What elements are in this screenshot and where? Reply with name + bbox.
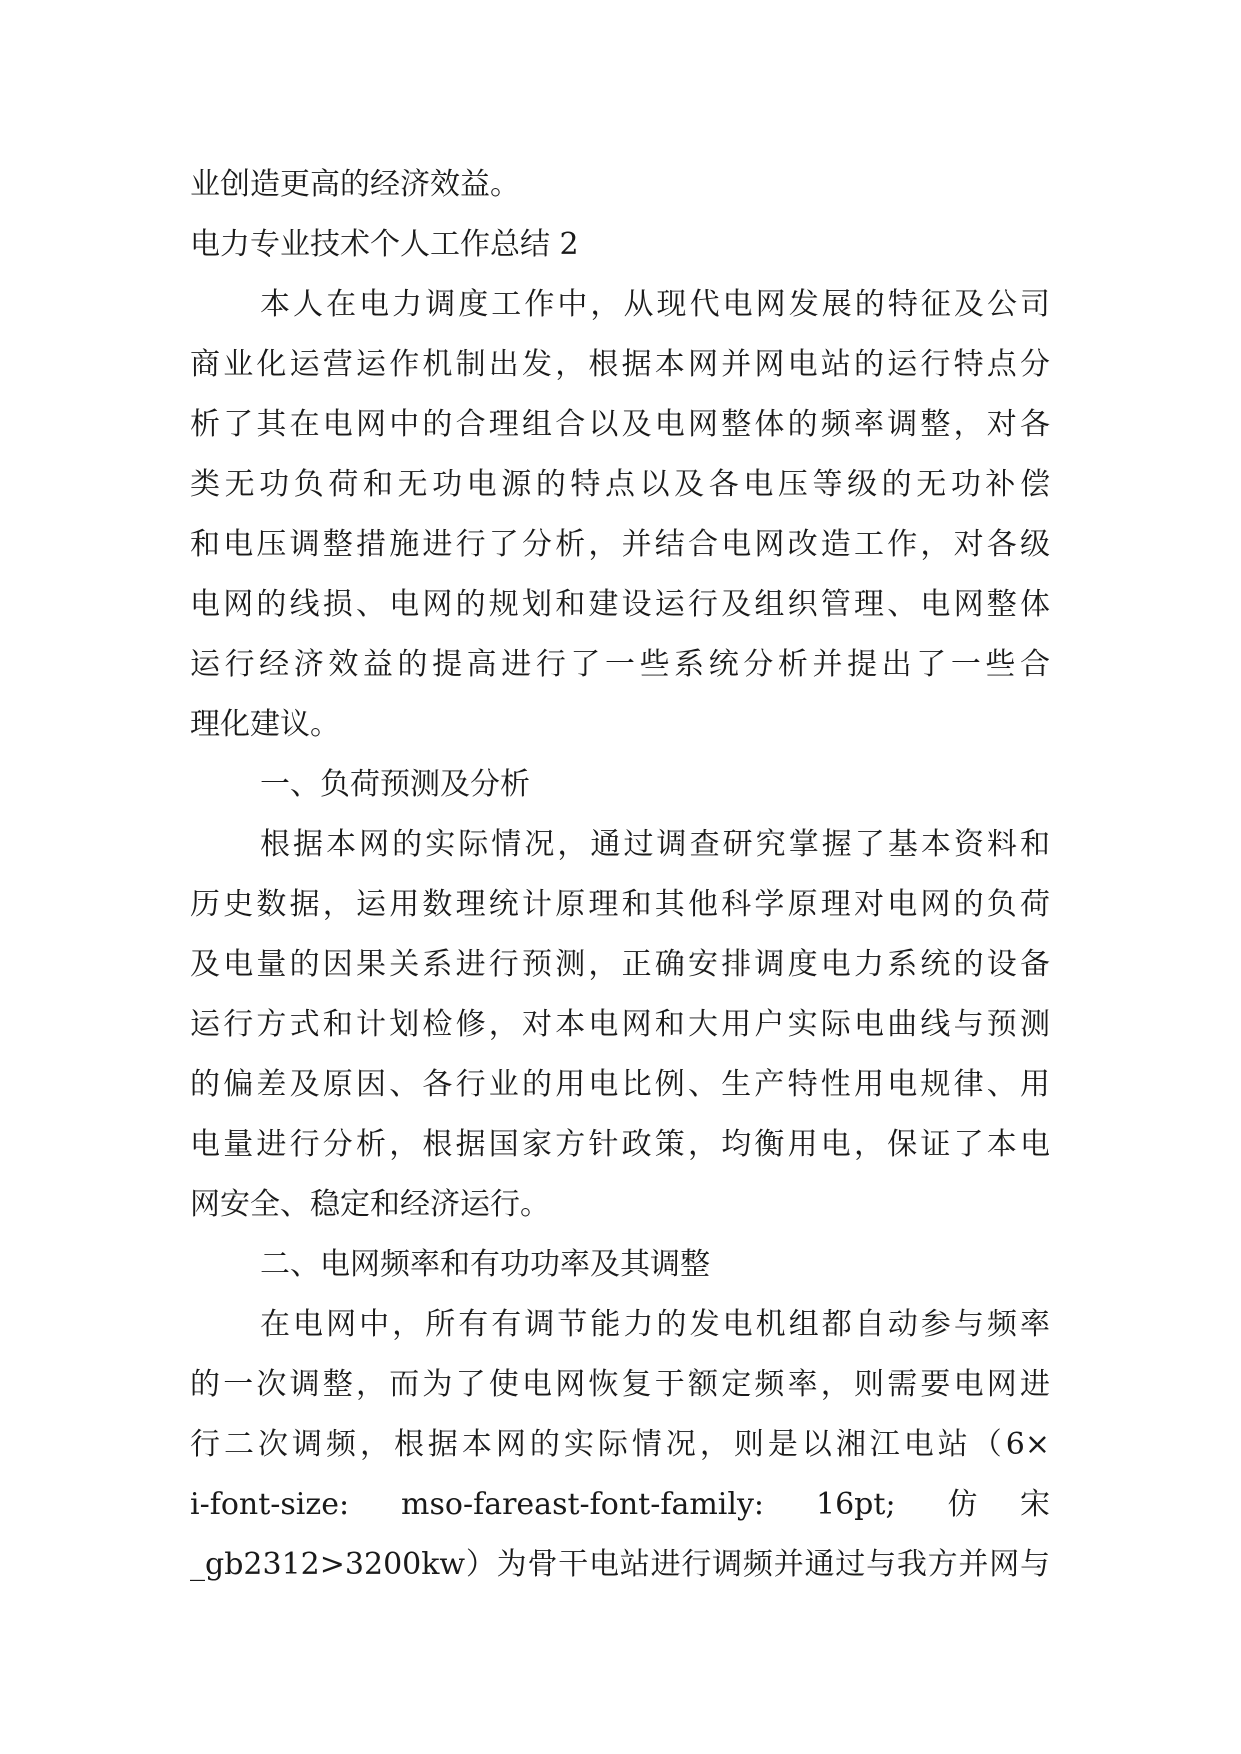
text-line: i-font-size: mso-fareast-font-family: 16pt; 仿宋 (190, 1487, 1050, 1522)
text-line: 类无功负荷和无功电源的特点以及各电压等级的无功补偿 (190, 467, 1050, 502)
text-line: 商业化运营运作机制出发，根据本网并网电站的运行特点分 (190, 347, 1050, 382)
section-heading: 一、负荷预测及分析 (260, 767, 530, 802)
text-line: 业创造更高的经济效益。 (190, 167, 520, 202)
text-line: 的偏差及原因、各行业的用电比例、生产特性用电规律、用 (190, 1067, 1050, 1102)
text-line: 历史数据，运用数理统计原理和其他科学原理对电网的负荷 (190, 887, 1050, 922)
text-line: 网安全、稳定和经济运行。 (190, 1187, 550, 1222)
text-line: 电网的线损、电网的规划和建设运行及组织管理、电网整体 (190, 587, 1050, 622)
text-line: _gb2312>3200kw）为骨干电站进行调频并通过与我方并网与 (190, 1547, 1050, 1582)
section-title: 电力专业技术个人工作总结 2 (190, 227, 579, 262)
text-line: 在电网中，所有有调节能力的发电机组都自动参与频率 (260, 1307, 1050, 1342)
text-line: 本人在电力调度工作中，从现代电网发展的特征及公司 (260, 287, 1050, 322)
text-line: 理化建议。 (190, 707, 340, 742)
text-line: 析了其在电网中的合理组合以及电网整体的频率调整，对各 (190, 407, 1050, 442)
text-line: 和电压调整措施进行了分析，并结合电网改造工作，对各级 (190, 527, 1050, 562)
section-heading: 二、电网频率和有功功率及其调整 (260, 1247, 710, 1282)
text-line: 运行经济效益的提高进行了一些系统分析并提出了一些合 (190, 647, 1050, 682)
text-line: 运行方式和计划检修，对本电网和大用户实际电曲线与预测 (190, 1007, 1050, 1042)
text-line: 的一次调整，而为了使电网恢复于额定频率，则需要电网进 (190, 1367, 1050, 1402)
text-line: 电量进行分析，根据国家方针政策，均衡用电，保证了本电 (190, 1127, 1050, 1162)
text-line: 根据本网的实际情况，通过调查研究掌握了基本资料和 (260, 827, 1050, 862)
document-body (190, 155, 1050, 1595)
text-line: 行二次调频，根据本网的实际情况，则是以湘江电站（6× (190, 1427, 1050, 1462)
text-line: 及电量的因果关系进行预测，正确安排调度电力系统的设备 (190, 947, 1050, 982)
